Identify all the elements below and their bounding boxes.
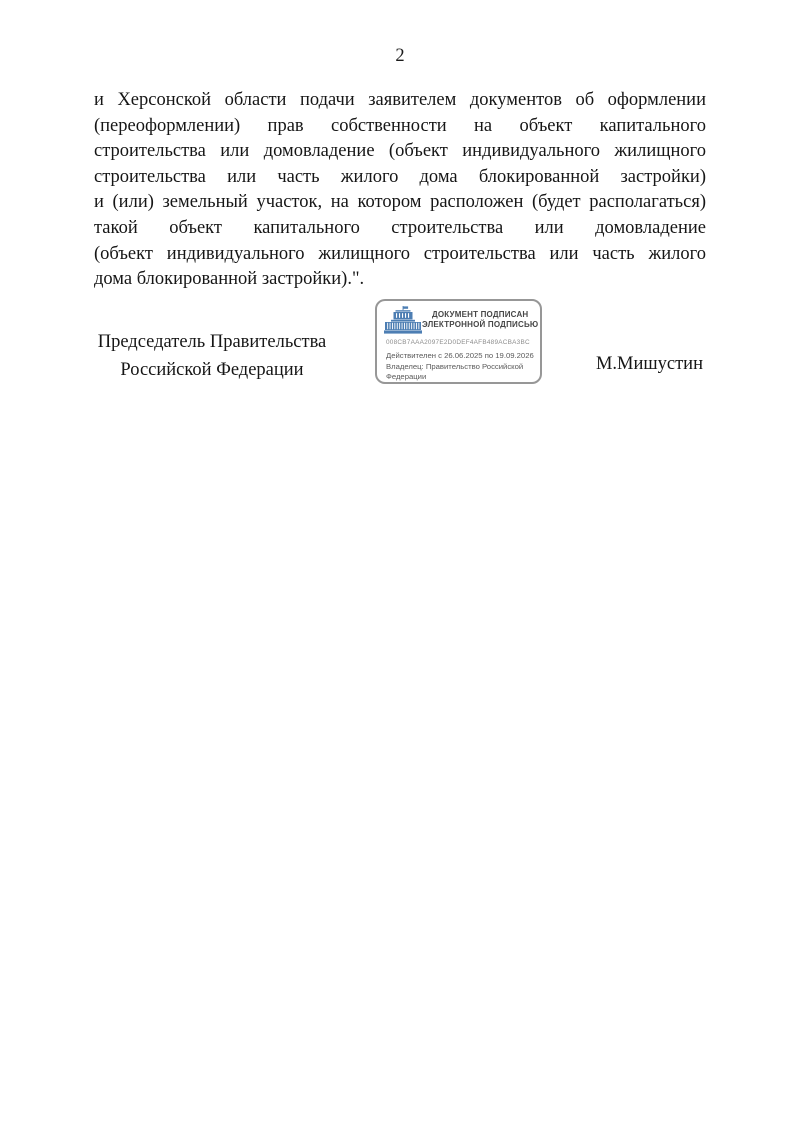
signature-title-line1: Председатель Правительства — [97, 332, 327, 352]
stamp-header — [377, 301, 540, 335]
signature-name: М.Мишустин — [595, 354, 703, 374]
signature-title-line2: Российской Федерации — [120, 360, 304, 380]
paragraph-line: и Херсонской области подачи заявителем документов об оформлении — [94, 90, 706, 110]
stamp-owner — [377, 360, 526, 382]
paragraph-line: и (или) земельный участок, на котором расположен (будет располагаться) — [94, 192, 706, 213]
body-paragraph — [94, 88, 706, 293]
page-number: 2 — [395, 46, 405, 66]
paragraph-line: (переоформлении) прав собственности на объект капитального — [94, 115, 706, 136]
paragraph-line: строительства или часть жилого дома блокированной застройки) — [94, 166, 706, 187]
paragraph-line: строительства или домовладение (объект индивидуального жилищного — [94, 141, 706, 162]
stamp-title-line1: ДОКУМЕНТ ПОДПИСАН — [431, 310, 529, 319]
paragraph-line: такой объект капитального строительства или домовладение — [94, 217, 706, 238]
electronic-signature-stamp — [375, 299, 542, 384]
stamp-title — [422, 310, 538, 330]
stamp-title-line2: ЭЛЕКТРОННОЙ ПОДПИСЬЮ — [422, 320, 539, 329]
stamp-owner-line2: Федерации — [386, 372, 427, 381]
paragraph-line: дома блокированной застройки).". — [94, 269, 365, 290]
signature-title — [96, 328, 328, 384]
stamp-certificate-number: 008CB7AAA2097E2D0DEF4AFB489ACBA3BC — [386, 339, 530, 346]
paragraph-line: (объект индивидуального жилищного строительства или часть жилого — [94, 243, 706, 264]
stamp-owner-line1: Владелец: Правительство Российской — [386, 362, 524, 371]
stamp-validity: Действителен с 26.06.2025 по 19.09.2026 — [386, 351, 534, 360]
government-building-icon — [384, 306, 422, 334]
